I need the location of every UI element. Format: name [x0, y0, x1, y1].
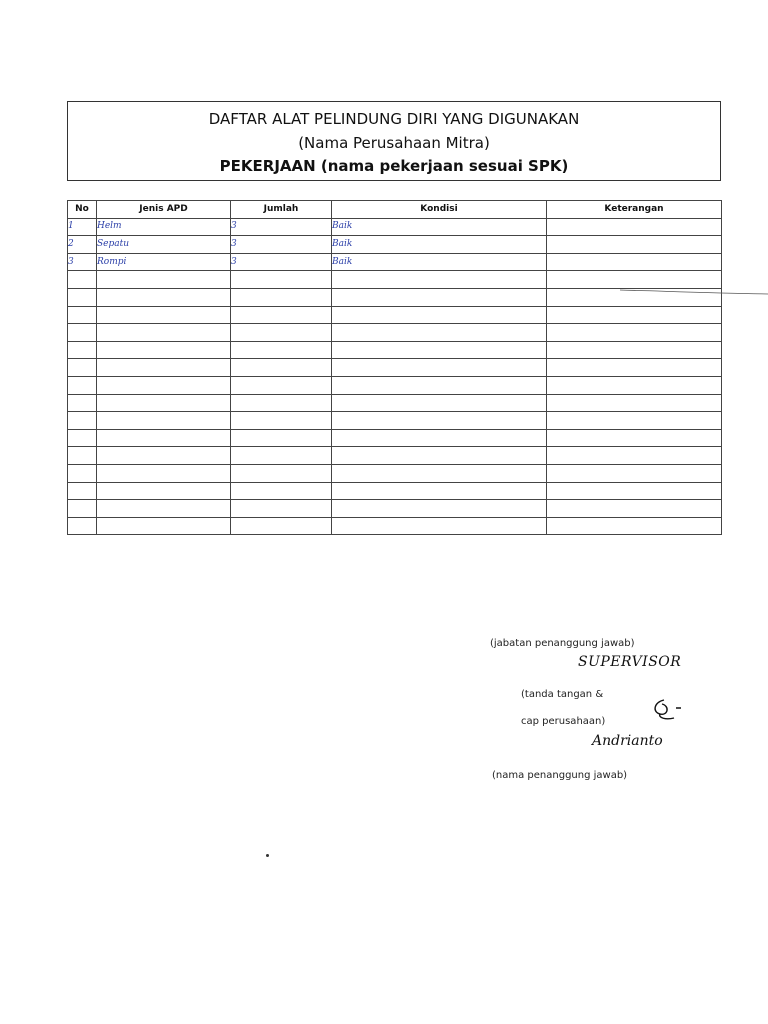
empty-cell [68, 324, 97, 342]
empty-cell [547, 376, 722, 394]
empty-cell [547, 517, 722, 535]
cell-jenis-apd: Sepatu [97, 236, 231, 254]
empty-cell [332, 447, 547, 465]
empty-cell [332, 376, 547, 394]
empty-cell [68, 447, 97, 465]
empty-cell [547, 341, 722, 359]
empty-cell [332, 288, 547, 306]
cell-jumlah: 3 [231, 236, 332, 254]
empty-cell [332, 306, 547, 324]
empty-cell [547, 464, 722, 482]
column-header-keterangan: Keterangan [547, 201, 722, 219]
company-name-placeholder: (Nama Perusahaan Mitra) [298, 134, 490, 152]
empty-cell [231, 376, 332, 394]
empty-cell [332, 464, 547, 482]
cell-no: 2 [68, 236, 97, 254]
empty-cell [68, 412, 97, 430]
signature-mark [648, 696, 682, 726]
signature-label-line2: cap perusahaan) [521, 716, 606, 727]
empty-cell [547, 359, 722, 377]
empty-cell [547, 447, 722, 465]
signature-label-line1: (tanda tangan & [521, 689, 604, 700]
apd-table [67, 200, 722, 535]
empty-rows-group [68, 271, 722, 535]
nama-label: (nama penanggung jawab) [492, 770, 628, 781]
column-header-kondisi: Kondisi [332, 201, 547, 219]
empty-cell [68, 482, 97, 500]
empty-cell [547, 271, 722, 289]
empty-cell [332, 412, 547, 430]
empty-cell [97, 482, 231, 500]
empty-cell [68, 429, 97, 447]
empty-cell [97, 288, 231, 306]
empty-table-row [68, 517, 722, 535]
table-row [68, 218, 722, 236]
empty-cell [97, 517, 231, 535]
empty-cell [547, 429, 722, 447]
empty-cell [97, 412, 231, 430]
empty-cell [97, 394, 231, 412]
empty-cell [547, 412, 722, 430]
empty-cell [547, 394, 722, 412]
paper-speck [266, 854, 269, 857]
empty-table-row [68, 271, 722, 289]
empty-cell [231, 341, 332, 359]
empty-cell [547, 500, 722, 518]
cell-kondisi: Baik [332, 236, 547, 254]
empty-cell [97, 464, 231, 482]
empty-table-row [68, 447, 722, 465]
stray-pen-line [620, 288, 768, 296]
empty-cell [231, 306, 332, 324]
empty-cell [332, 341, 547, 359]
empty-cell [332, 271, 547, 289]
empty-cell [332, 324, 547, 342]
empty-cell [332, 429, 547, 447]
empty-cell [97, 324, 231, 342]
cell-no: 1 [68, 218, 97, 236]
table-row [68, 236, 722, 254]
empty-table-row [68, 482, 722, 500]
empty-cell [231, 271, 332, 289]
jabatan-label: (jabatan penanggung jawab) [490, 638, 635, 649]
empty-cell [97, 271, 231, 289]
empty-cell [231, 447, 332, 465]
empty-cell [547, 306, 722, 324]
column-header-jumlah: Jumlah [231, 201, 332, 219]
empty-cell [68, 464, 97, 482]
empty-cell [97, 306, 231, 324]
cell-jenis-apd: Helm [97, 218, 231, 236]
empty-cell [68, 376, 97, 394]
empty-cell [97, 341, 231, 359]
empty-cell [231, 464, 332, 482]
empty-cell [97, 359, 231, 377]
document-title: DAFTAR ALAT PELINDUNG DIRI YANG DIGUNAKAN [208, 110, 580, 128]
empty-cell [231, 394, 332, 412]
empty-table-row [68, 429, 722, 447]
cell-jumlah: 3 [231, 218, 332, 236]
empty-cell [332, 394, 547, 412]
empty-cell [231, 324, 332, 342]
empty-cell [231, 482, 332, 500]
empty-table-row [68, 324, 722, 342]
empty-cell [231, 412, 332, 430]
empty-cell [332, 482, 547, 500]
empty-cell [68, 341, 97, 359]
column-header-jenis-apd: Jenis APD [97, 201, 231, 219]
empty-cell [231, 359, 332, 377]
empty-cell [68, 517, 97, 535]
empty-table-row [68, 412, 722, 430]
empty-cell [68, 306, 97, 324]
empty-cell [332, 517, 547, 535]
empty-cell [68, 288, 97, 306]
empty-cell [332, 500, 547, 518]
empty-table-row [68, 464, 722, 482]
cell-no: 3 [68, 253, 97, 271]
job-name-placeholder: PEKERJAAN (nama pekerjaan sesuai SPK) [219, 157, 569, 175]
cell-kondisi: Baik [332, 253, 547, 271]
empty-cell [231, 500, 332, 518]
empty-table-row [68, 376, 722, 394]
cell-keterangan [547, 253, 722, 271]
empty-cell [97, 500, 231, 518]
empty-cell [68, 500, 97, 518]
cell-keterangan [547, 218, 722, 236]
cell-keterangan [547, 236, 722, 254]
responsible-name-handwritten: Andrianto [592, 733, 663, 749]
empty-cell [231, 517, 332, 535]
empty-cell [97, 429, 231, 447]
empty-cell [231, 429, 332, 447]
table-header-row [68, 201, 722, 219]
empty-cell [68, 394, 97, 412]
empty-cell [547, 324, 722, 342]
cell-jenis-apd: Rompi [97, 253, 231, 271]
empty-cell [97, 447, 231, 465]
cell-kondisi: Baik [332, 218, 547, 236]
empty-table-row [68, 306, 722, 324]
empty-table-row [68, 500, 722, 518]
empty-table-row [68, 341, 722, 359]
empty-cell [68, 271, 97, 289]
empty-cell [68, 359, 97, 377]
document-title-box [67, 101, 721, 181]
empty-cell [547, 482, 722, 500]
empty-cell [231, 288, 332, 306]
empty-table-row [68, 394, 722, 412]
column-header-no: No [68, 201, 97, 219]
empty-cell [97, 376, 231, 394]
jabatan-handwritten: SUPERVISOR [578, 654, 682, 670]
table-row [68, 253, 722, 271]
empty-cell [332, 359, 547, 377]
cell-jumlah: 3 [231, 253, 332, 271]
empty-table-row [68, 359, 722, 377]
